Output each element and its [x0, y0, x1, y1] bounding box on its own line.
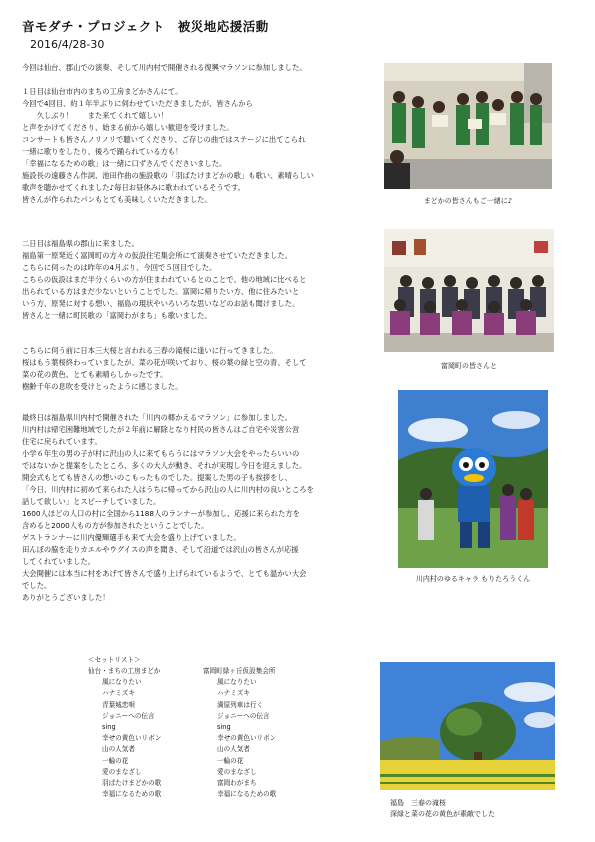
- photo-kawauchi-mascot: [398, 390, 548, 568]
- setlist-venue-tomioka: 富岡町緑ヶ丘仮設集会所: [203, 667, 276, 675]
- setlist-song: 山の人気者: [217, 745, 250, 754]
- day1-line: 久しぶり！ また来てくれて嬉しい！: [22, 111, 168, 120]
- setlist-song: 愛のまなざし: [217, 767, 257, 776]
- day3-line: でした。: [22, 581, 52, 590]
- takizakura-photo-illustration: [380, 662, 555, 790]
- text-block-takizakura: [22, 345, 384, 393]
- day3-line: 「今日、川内村に初めて来られた人はうちに帰ってから沢山の人に川内村の良いところを: [22, 485, 314, 494]
- kawauchi-photo-illustration: [398, 390, 548, 568]
- day2-paragraph: [22, 238, 384, 322]
- day3-line: ではないかと提案をしたところ、多くの大人が動き、それが実現し今日を迎えました。: [22, 461, 307, 470]
- setlist-song: 羽ばたけまどかの歌: [102, 779, 162, 788]
- day1-line: 今回で4回目、約１年半ぶりに伺わせていただきましたが、皆さんから: [22, 99, 253, 108]
- day2-line: 出られている方はまだ少ないということでした。富岡に帰りたい方、他に住みたいと: [22, 287, 300, 296]
- setlist-song: sing: [217, 723, 231, 732]
- day1-line: 施設長の遠藤さん作詞、池田作曲の施設歌の「羽ばたけまどかの歌」も歌い、素晴らしい: [22, 171, 314, 180]
- takizakura-paragraph: [22, 345, 384, 393]
- day2-line: 皆さんと一緒に町民歌の「富岡わがまち」も歌いました。: [22, 311, 212, 320]
- day1-line: 皆さんが作られたパンもとても美味しくいただきました。: [22, 195, 212, 204]
- setlist-song: 満原列車は行く: [217, 700, 264, 709]
- setlist-song: 愛のまなざし: [102, 767, 142, 776]
- day3-line: ゲストランナーに川内優輝選手も来て大会を盛り上げていました。: [22, 533, 241, 542]
- day2-line: こちらの仮設はまだ半分くらいの方が住まわれているとのことで、他の地域に比べると: [22, 275, 307, 284]
- setlist-song: 一輪の花: [102, 756, 129, 765]
- setlist-venue-madoka: 仙台・まちの工房まどか: [88, 667, 161, 675]
- setlist-song: ジョニーへの伝言: [102, 711, 155, 720]
- day3-line: 含めると2000人もの方が参加されたということでした。: [22, 521, 209, 530]
- day3-line: ありがとうございました！: [22, 593, 110, 602]
- day3-line: 話して欲しい」とスピーチしていました。: [22, 497, 161, 506]
- setlist-madoka: [88, 666, 161, 800]
- day1-paragraph: [22, 86, 384, 206]
- setlist-song: 幸福になるための歌: [217, 790, 277, 799]
- setlist-tomioka: [203, 666, 276, 800]
- day1-line: と声をかけてくださり、始まる前から嬉しい歓迎を受けました。: [22, 123, 234, 132]
- caption-miharu-2: 深緑と菜の花の黄色が素敵でした: [390, 810, 495, 818]
- takizakura-line: 樹齢千年の息吹を受けとったように感じました。: [22, 382, 183, 391]
- day3-line: 田んぼの脇を走りカエルやウグイスの声を聞き、そして沿道では沢山の皆さんが応援: [22, 545, 299, 554]
- event-date: 2016/4/28-30: [30, 38, 105, 51]
- day2-line: こちらに伺ったのは昨年の4月ぶり、今回で５回目でした。: [22, 263, 217, 272]
- setlist-song: 幸福になるための歌: [102, 790, 162, 799]
- day1-line: 「幸福になるための歌」は一緒に口ずさんでくださいました。: [22, 159, 227, 168]
- intro-line: 今回は仙台、郡山での演奏、そして川内村で開催される復興マラソンに参加しました。: [22, 63, 307, 72]
- day3-line: 小学６年生の男の子が村に沢山の人に来てもらうにはマラソン大会をやったらいいの: [22, 449, 300, 458]
- setlist-song: ジョニーへの伝言: [217, 711, 270, 720]
- caption-tomioka: 富岡町の皆さんと: [441, 362, 497, 370]
- setlist-song: 幸せの黄色いリボン: [217, 734, 277, 743]
- day3-line: 川内村は帰宅困難地域でしたが２年前に解除となり村民の皆さんはご自宅や災害公営: [22, 425, 300, 434]
- setlist-heading: ＜セットリスト＞: [88, 656, 141, 664]
- caption-miharu-1: 福島 三春の滝桜: [390, 799, 446, 807]
- day3-line: 開会式もとても皆さんの想いのこもったものでした。提案した男の子も挨拶をし、: [22, 473, 292, 482]
- setlist-song: 山の人気者: [102, 745, 135, 754]
- madoka-photo-illustration: [384, 63, 552, 189]
- takizakura-line: 菜の花の黄色、とても素晴らしかったです。: [22, 370, 168, 379]
- tomioka-photo-illustration: [384, 229, 554, 352]
- text-block-day2: [22, 238, 384, 322]
- setlist-song: 富岡わがまち: [217, 779, 257, 788]
- day2-line: 二日目は福島県の郡山に来ました。: [22, 239, 139, 248]
- photo-tomioka-group: [384, 229, 554, 352]
- day3-line: 大会開催には本当に村をあげて皆さんで盛り上げられているようで、とても温かい大会: [22, 569, 307, 578]
- setlist-song: 風になりたい: [217, 678, 257, 687]
- caption-madoka: まどかの皆さんもご一緒に♪: [423, 197, 513, 205]
- day2-line: いう方、原発に対する想い、福島の現状やいろいろな思いなどのお話も聞けました。: [22, 299, 300, 308]
- text-block-day1: [22, 62, 384, 206]
- day1-line: １日目は仙台市内のまちの工房まどかさんにて。: [22, 87, 183, 96]
- takizakura-line: 桜はもう葉桜終わっていましたが、菜の花が咲いており、桜の葉の緑と空の青、そして: [22, 358, 307, 367]
- day3-line: してくれていました。: [22, 557, 95, 566]
- day1-line: 一緒に歌りをしたり、後ろで踊られている方も！: [22, 147, 183, 156]
- photo-miharu-takizakura: [380, 662, 555, 790]
- setlist-song: 風になりたい: [102, 678, 142, 687]
- page-title: 音モダチ・プロジェクト 被災地応援活動: [22, 19, 269, 34]
- day1-line: コンサートも皆さんノリノリで聴いてくださり、ご存じの曲ではステージに出てこられ: [22, 135, 306, 144]
- setlist-song: sing: [102, 723, 116, 732]
- day3-line: 1600人ほどの人口の村に全国から1188人のランナーが参加し、応援に来られた方を: [22, 509, 300, 518]
- day1-line: 歌声を聴かせてくれました♪毎日お昼休みに歌われているそうです。: [22, 183, 245, 192]
- text-block-day3: [22, 412, 384, 604]
- setlist-song: ハナミズキ: [217, 689, 250, 698]
- day3-line: 住宅に戻られています。: [22, 437, 102, 446]
- day3-paragraph: [22, 412, 384, 604]
- setlist-song: 青葉城恋唄: [102, 700, 135, 709]
- day3-line: 最終日は福島県川内村で開催された「川内の郷かえるマラソン」に参加しました。: [22, 413, 292, 422]
- caption-kawauchi: 川内村のゆるキャラ もりたろうくん: [415, 575, 531, 583]
- takizakura-line: こちらに伺う前に日本三大桜と言われる三春の滝桜に逢いに行ってきました。: [22, 346, 278, 355]
- setlist-song: 一輪の花: [217, 756, 244, 765]
- day2-line: 福島第一原発近く富岡町の方々の仮設住宅集会所にて演奏させていただきました。: [22, 251, 292, 260]
- setlist-song: ハナミズキ: [102, 689, 135, 698]
- photo-madoka-concert: [384, 63, 552, 189]
- setlist-song: 幸せの黄色いリボン: [102, 734, 162, 743]
